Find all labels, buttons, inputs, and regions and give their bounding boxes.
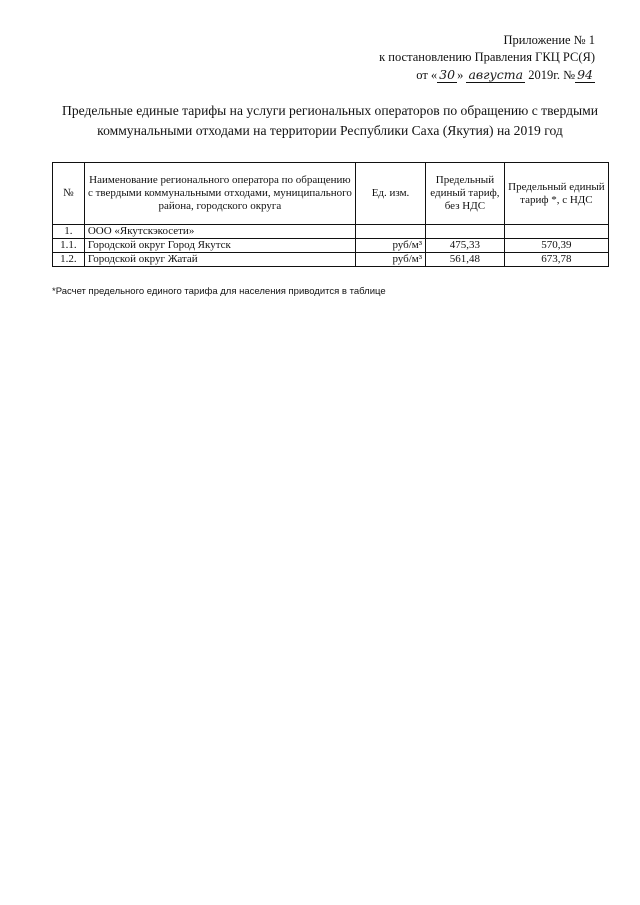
row-tariff-without-vat — [426, 225, 505, 239]
row-tariff-without-vat: 475,33 — [426, 239, 505, 253]
table-row — [53, 239, 609, 253]
row-name: Городской округ Город Якутск — [84, 239, 355, 253]
table-row — [53, 253, 609, 267]
table-header-row — [53, 163, 609, 225]
row-tariff-with-vat: 673,78 — [504, 253, 608, 267]
row-number: 1.2. — [53, 253, 85, 267]
row-tariff-with-vat — [504, 225, 608, 239]
date-prefix: от « — [416, 68, 438, 82]
row-unit — [355, 225, 425, 239]
header-tariff-without-vat: Предельный единый тариф, без НДС — [426, 163, 505, 225]
handwritten-number: 94 — [577, 67, 593, 82]
row-unit: руб/м³ — [355, 253, 425, 267]
year-and-number-label: 2019г. № — [528, 68, 576, 82]
handwritten-month: августа — [468, 67, 524, 82]
document-title: Предельные единые тарифы на услуги региональных операторов по обращению с твердыми коммунальными отходами на территории Республики Саха (Якутия) на 2019 год — [62, 103, 598, 138]
row-number: 1. — [53, 225, 85, 239]
header-tariff-with-vat: Предельный единый тариф *, с НДС — [504, 163, 608, 225]
row-unit: руб/м³ — [355, 239, 425, 253]
row-name: Городской округ Жатай — [84, 253, 355, 267]
row-tariff-with-vat: 570,39 — [504, 239, 608, 253]
row-tariff-without-vat: 561,48 — [426, 253, 505, 267]
resolution-reference: к постановлению Правления ГКЦ РС(Я) — [379, 50, 595, 64]
tariff-table — [52, 162, 609, 267]
resolution-date-line — [315, 66, 595, 84]
footnote: *Расчет предельного единого тарифа для населения приводится в таблице — [52, 286, 386, 297]
row-name: ООО «Якутскэкосети» — [84, 225, 355, 239]
appendix-number: Приложение № 1 — [503, 33, 595, 47]
header-unit: Ед. изм. — [355, 163, 425, 225]
handwritten-day: 30 — [439, 67, 456, 82]
row-number: 1.1. — [53, 239, 85, 253]
date-quote-close: » — [457, 68, 464, 82]
table-row — [53, 225, 609, 239]
appendix-header — [315, 32, 595, 84]
header-operator-name: Наименование регионального оператора по обращению с твердыми коммунальными отходами, муниципального района, городского округа — [84, 163, 355, 225]
header-number: № — [53, 163, 85, 225]
